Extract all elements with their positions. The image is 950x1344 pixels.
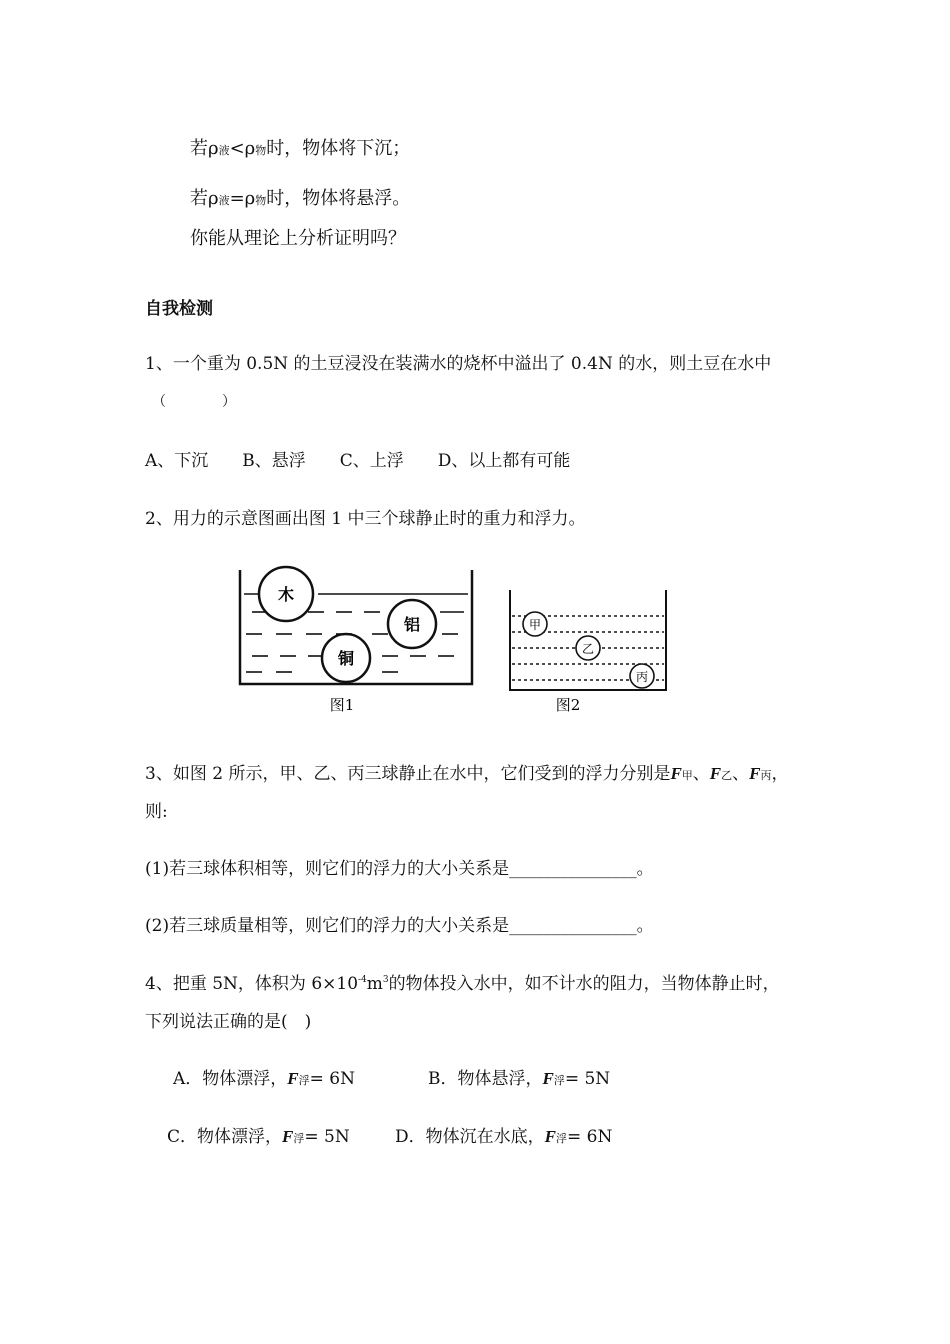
question-4-line2: 下列说法正确的是( ) <box>145 1012 312 1032</box>
question-2-text: 2、用力的示意图画出图 1 中三个球静止时的重力和浮力。 <box>145 509 586 529</box>
svg-text:铝: 铝 <box>403 615 421 634</box>
intro-question: 你能从理论上分析证明吗？ <box>190 228 406 249</box>
question-3-text: 3、如图 2 所示，甲、乙、丙三球静止在水中，它们受到的浮力分别是F甲、F乙、F丙， <box>145 764 789 784</box>
question-1-options: A、下沉 B、悬浮 C、上浮 D、以上都有可能 <box>145 451 571 471</box>
intro-line-sink: 若ρ液<ρ物时，物体将下沉； <box>190 138 411 159</box>
svg-text:铜: 铜 <box>337 649 355 668</box>
question-4-option-c: C．物体漂浮，F浮= 5N <box>167 1127 350 1147</box>
svg-text:丙: 丙 <box>635 670 649 684</box>
figure-2-caption: 图2 <box>555 696 581 714</box>
ball-bing <box>630 664 654 688</box>
question-1-text: 1、一个重为 0.5N 的土豆浸没在装满水的烧杯中溢出了 0.4N 的水，则土豆在水中 <box>145 354 772 374</box>
ball-wood <box>259 567 313 621</box>
ball-jia <box>523 612 547 636</box>
question-1-paren: （ ） <box>152 394 236 410</box>
question-4-option-b: B．物体悬浮，F浮= 5N <box>428 1069 611 1089</box>
question-4-option-a: A．物体漂浮，F浮= 6N <box>173 1069 355 1089</box>
figure-1-caption: 图1 <box>329 696 355 714</box>
figure-2 <box>502 582 682 722</box>
intro-line-suspend: 若ρ液=ρ物时，物体将悬浮。 <box>190 188 411 209</box>
figure-1 <box>232 562 482 722</box>
svg-text:乙: 乙 <box>581 642 595 656</box>
ball-copper <box>322 634 370 682</box>
question-4-option-d: D．物体沉在水底，F浮= 6N <box>395 1127 613 1147</box>
question-3-part1: (1)若三球体积相等，则它们的浮力的大小关系是_______________。 <box>145 859 654 879</box>
question-3-part2: (2)若三球质量相等，则它们的浮力的大小关系是_______________。 <box>145 916 654 936</box>
ball-aluminum <box>388 600 436 648</box>
svg-text:甲: 甲 <box>528 618 542 632</box>
svg-text:木: 木 <box>277 585 295 604</box>
question-4-text: 4、把重 5N，体积为 $6\times 10^{-4}m^3$的物体投入水中，如不计水的阻力，当物体静止时， <box>145 974 780 994</box>
section-title: 自我检测 <box>145 299 213 319</box>
question-3-line2: 则: <box>145 802 168 822</box>
ball-yi <box>576 636 600 660</box>
